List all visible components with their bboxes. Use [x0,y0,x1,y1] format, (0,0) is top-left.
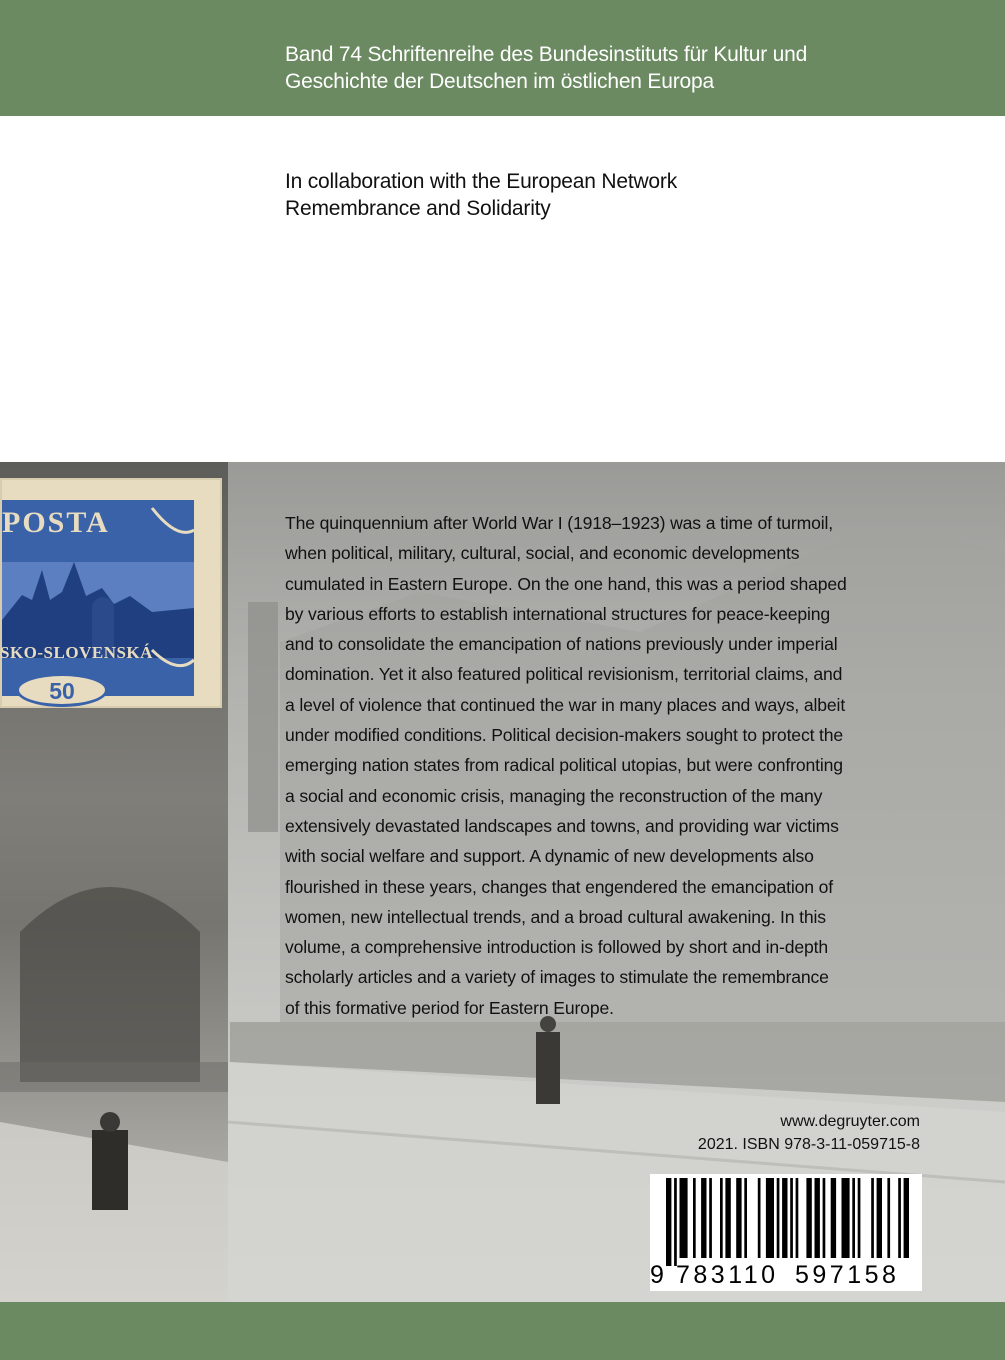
barcode-digit-group-1: 783110 [676,1261,779,1289]
description-line: volume, a comprehensive introduction is followed by short and in-depth [285,937,829,958]
book-description [285,508,875,1023]
barcode-bar [858,1178,861,1258]
barcode-bar [852,1178,855,1258]
barcode-bar [725,1178,730,1258]
publisher-website: www.degruyter.com [780,1113,920,1130]
barcode-bar [666,1178,671,1266]
barcode-bar [806,1178,811,1258]
description-line: domination. Yet it also featured political revisionism, territorial claims, and [285,664,843,685]
barcode-bar [815,1178,820,1258]
description-line: cumulated in Eastern Europe. On the one hand, this was a period shaped [285,573,847,594]
description-line: of this formative period for Eastern Europe. [285,997,614,1018]
collaboration-line-2: Remembrance and Solidarity [285,197,551,220]
stamp-value: 50 [49,678,75,704]
barcode-bar [680,1178,688,1258]
description-line: flourished in these years, changes that engendered the emancipation of [285,876,833,897]
barcode-digits [650,1261,922,1289]
barcode-bar [887,1178,890,1258]
description-line: a level of violence that continued the war in many places and ways, albeit [285,694,846,715]
postage-stamp [0,478,222,708]
isbn-line: 2021. ISBN 978-3-11-059715-8 [697,1136,920,1153]
barcode-bar [744,1178,747,1258]
barcode-bar [674,1178,677,1266]
series-title-line-1: Band 74 Schriftenreihe des Bundesinstituts für Kultur und [285,43,808,66]
bottom-band [0,1302,1005,1360]
stamp-posta-text: POSTA [2,506,110,539]
series-title-line-2: Geschichte der Deutschen im östlichen Europa [285,70,714,93]
barcode-bar [782,1178,787,1258]
barcode-bars [660,1178,918,1266]
barcode-bar [693,1178,696,1258]
description-line: women, new intellectual trends, and a broad cultural awakening. In this [285,906,826,927]
description-line: with social welfare and support. A dynamic of new developments also [285,846,814,867]
barcode-bar [701,1178,706,1258]
barcode-bar [842,1178,850,1258]
barcode-bar [766,1178,774,1258]
description-line: and to consolidate the emancipation of nations previously under imperial [285,634,838,655]
isbn-barcode [650,1174,922,1291]
stamp-country-text: SKO-SLOVENSKÁ [0,643,153,662]
description-line: by various efforts to establish international structures for peace-keeping [285,603,831,624]
description-line: The quinquennium after World War I (1918–1923) was a time of turmoil, [285,513,834,533]
barcode-bar [790,1178,793,1258]
description-line: extensively devastated landscapes and towns, and providing war victims [285,815,839,836]
series-band [0,0,1005,116]
barcode-bar [877,1178,882,1258]
barcode-bar [904,1178,909,1258]
description-line: when political, military, cultural, social, and economic developments [285,543,800,564]
barcode-bar [709,1178,712,1258]
barcode-bar [831,1178,836,1258]
barcode-bar [720,1178,723,1258]
description-line: emerging nation states from radical political utopias, but were confronting [285,755,843,776]
barcode-bar [823,1178,826,1258]
barcode-lead-digit: 9 [650,1261,664,1289]
barcode-bar [898,1178,901,1258]
description-line: a social and economic crisis, managing the reconstruction of the many [285,785,823,806]
collaboration-line-1: In collaboration with the European Network [285,170,677,193]
barcode-bar [777,1178,780,1258]
barcode-bar [758,1178,761,1258]
barcode-bar [796,1178,799,1258]
barcode-bar [871,1178,874,1258]
description-line: scholarly articles and a variety of images to stimulate the remembrance [285,967,829,988]
description-line: under modified conditions. Political decision-makers sought to protect the [285,725,844,746]
barcode-digit-group-2: 597158 [795,1261,900,1289]
stamp-value-oval [16,673,108,707]
barcode-bar [736,1178,741,1258]
